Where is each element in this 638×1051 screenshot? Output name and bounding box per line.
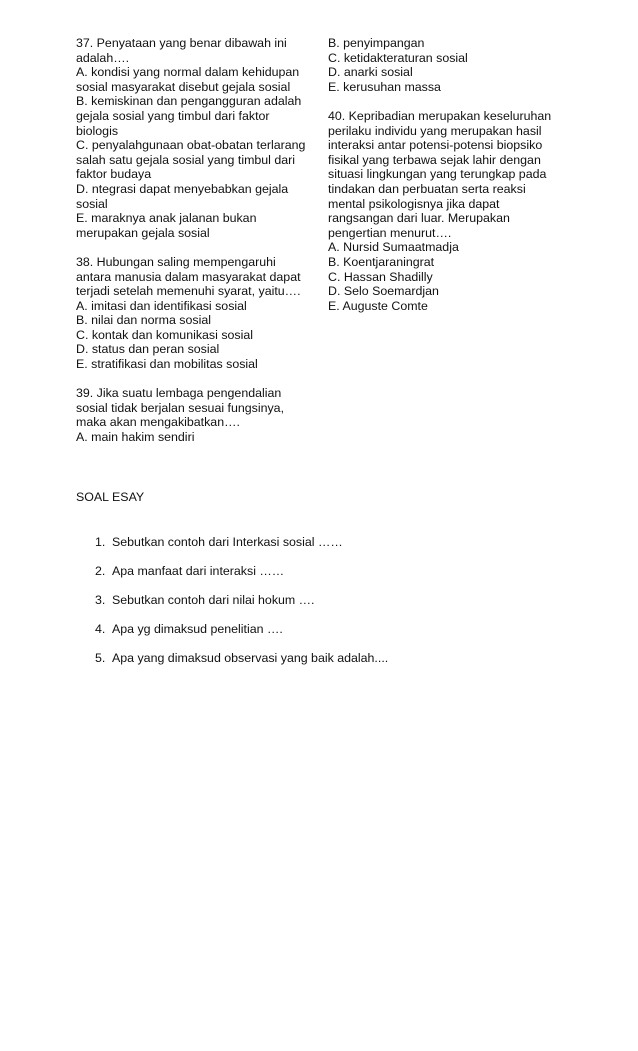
spacer (328, 94, 568, 109)
q38-option-c: C. kontak dan komunikasi sosial (76, 327, 253, 342)
q40-line: rangsangan dari luar. Merupakan (328, 211, 510, 226)
q38-line: terjadi setelah memenuhi syarat, yaitu…. (76, 284, 301, 299)
essay-number: 2. (95, 564, 106, 578)
q40-line: situasi lingkungan yang terungkap pada (328, 167, 547, 182)
q37-line: merupakan gejala sosial (76, 225, 210, 240)
essay-number: 3. (95, 593, 106, 607)
q40-option-b: B. Koentjaraningrat (328, 254, 435, 269)
q39-option-c: C. ketidakteraturan sosial (328, 50, 468, 65)
question-39-continued (328, 36, 568, 94)
q37-option-b: B. kemiskinan dan pengangguran adalah (76, 94, 302, 109)
q39-line: sosial tidak berjalan sesuai fungsinya, (76, 400, 285, 415)
essay-question-2 (95, 564, 388, 593)
q40-line: tindakan dan perbuatan serta reaksi (328, 181, 526, 196)
q38-option-b: B. nilai dan norma sosial (76, 313, 211, 328)
right-column (328, 36, 568, 313)
essay-question-1 (95, 535, 388, 564)
q40-line: 40. Kepribadian merupakan keseluruhan (328, 108, 552, 123)
q37-line: adalah…. (76, 50, 130, 65)
essay-text: Sebutkan contoh dari Interkasi sosial …… (112, 535, 343, 549)
essay-question-3 (95, 593, 388, 622)
q37-line: gejala sosial yang timbul dari faktor (76, 108, 270, 123)
q40-line: pengertian menurut…. (328, 225, 452, 240)
q40-option-c: C. Hassan Shadilly (328, 269, 433, 284)
question-40 (328, 109, 568, 313)
question-37 (76, 36, 316, 240)
q37-line: biologis (76, 123, 119, 138)
q37-option-c: C. penyalahgunaan obat-obatan terlarang (76, 138, 306, 153)
essay-text: Apa manfaat dari interaksi …… (112, 564, 285, 578)
q39-option-b: B. penyimpangan (328, 36, 425, 50)
q37-line: salah satu gejala sosial yang timbul dari (76, 152, 296, 167)
question-38 (76, 255, 316, 372)
essay-number: 5. (95, 651, 106, 665)
q40-line: perilaku individu yang merupakan hasil (328, 123, 542, 138)
q39-option-e: E. kerusuhan massa (328, 79, 441, 94)
q40-line: fisikal yang terbawa sejak lahir dengan (328, 152, 541, 167)
essay-number: 1. (95, 535, 106, 549)
essay-question-list (95, 535, 388, 680)
q40-line: interaksi antar potensi-potensi biopsiko (328, 138, 543, 153)
q38-option-a: A. imitasi dan identifikasi sosial (76, 298, 247, 313)
q38-line: antara manusia dalam masyarakat dapat (76, 269, 301, 284)
q39-line: 39. Jika suatu lembaga pengendalian (76, 386, 282, 401)
q39-option-d: D. anarki sosial (328, 65, 413, 80)
essay-text: Apa yg dimaksud penelitian …. (112, 622, 283, 636)
q40-line: mental psikologisnya jika dapat (328, 196, 500, 211)
essay-question-5 (95, 651, 388, 680)
q37-line: sosial (76, 196, 108, 211)
q37-option-e: E. maraknya anak jalanan bukan (76, 211, 257, 226)
q40-option-e: E. Auguste Comte (328, 298, 428, 313)
q38-option-e: E. stratifikasi dan mobilitas sosial (76, 357, 258, 372)
q37-line: 37. Penyataan yang benar dibawah ini (76, 36, 287, 50)
spacer (76, 240, 316, 255)
q40-option-d: D. Selo Soemardjan (328, 284, 439, 299)
q37-line: faktor budaya (76, 167, 152, 182)
q37-line: sosial masyarakat disebut gejala sosial (76, 79, 291, 94)
spacer (76, 372, 316, 387)
question-39 (76, 386, 316, 444)
essay-text: Sebutkan contoh dari nilai hokum …. (112, 593, 315, 607)
essay-section-title: SOAL ESAY (76, 490, 145, 504)
essay-text: Apa yang dimaksud observasi yang baik adalah.... (112, 651, 389, 665)
q39-line: maka akan mengakibatkan…. (76, 415, 240, 430)
q40-option-a: A. Nursid Sumaatmadja (328, 240, 459, 255)
essay-question-4 (95, 622, 388, 651)
essay-number: 4. (95, 622, 106, 636)
q37-option-d: D. ntegrasi dapat menyebabkan gejala (76, 181, 289, 196)
left-column (76, 36, 316, 445)
q38-option-d: D. status dan peran sosial (76, 342, 220, 357)
q38-line: 38. Hubungan saling mempengaruhi (76, 254, 276, 269)
q37-option-a: A. kondisi yang normal dalam kehidupan (76, 65, 300, 80)
q39-option-a: A. main hakim sendiri (76, 430, 195, 445)
